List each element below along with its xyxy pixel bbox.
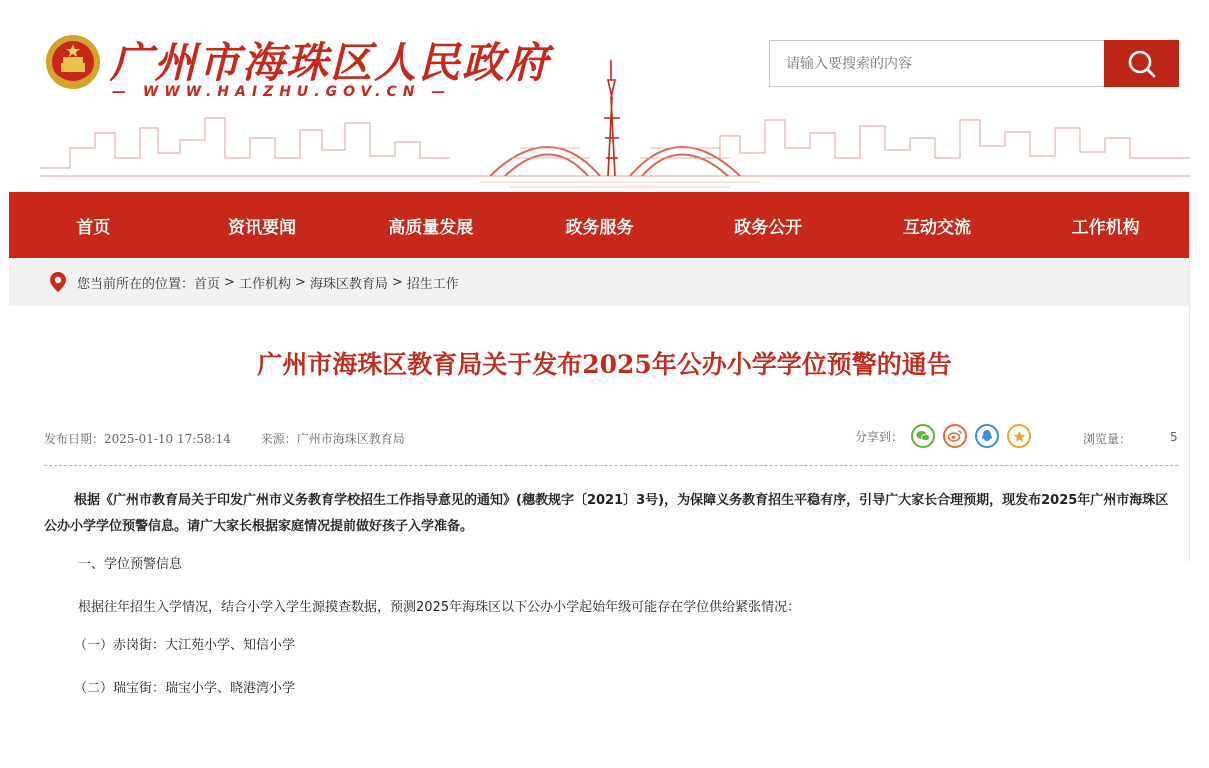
favorite-share-icon[interactable] [1007,424,1031,448]
article-section-heading: 一、学位预警信息 [78,557,183,572]
nav-item-open-affairs[interactable]: 政务公开 [734,217,803,238]
wechat-share-icon[interactable] [911,424,935,448]
breadcrumb-separator: > [391,274,403,290]
nav-item-interaction[interactable]: 互动交流 [902,217,971,238]
article-list-item-1: （一）赤岗街：大江苑小学、知信小学 [74,638,296,653]
breadcrumb-separator: > [294,274,306,290]
publish-date: 发布日期：2025-01-10 17:58:14 [44,432,231,446]
breadcrumb [9,258,1190,306]
share-bar [855,424,1031,448]
search-icon [1125,47,1159,81]
article-paragraph-2: 根据往年招生入学情况，结合小学入学生源摸查数据，预测2025年海珠区以下公办小学起始年级可能存在学位供给紧张情况： [78,600,801,615]
qq-share-icon[interactable] [975,424,999,448]
article-source: 来源：广州市海珠区教育局 [260,432,405,446]
share-label: 分享到： [855,429,904,444]
site-title[interactable]: 广州市海珠区人民政府 [110,38,551,87]
main-nav [9,192,1190,258]
breadcrumb-link-education-bureau[interactable]: 海珠区教育局 [309,276,388,292]
nav-item-agencies[interactable]: 工作机构 [1071,217,1140,238]
article-paragraph-1: 根据《广州市教育局关于印发广州市义务教育学校招生工作指导意见的通知》(穗教规字〔2021〕3号)，为保障义务教育招生平稳有序，引导广大家长合理预期，现发布2025年广州市海珠区公办小学学位预警信息。请广大家长根据家庭情况提前做好孩子入学准备。 [44,493,1169,534]
nav-item-services[interactable]: 政务服务 [565,217,634,238]
article-list-item-2: （二）瑞宝街：瑞宝小学、晓港湾小学 [74,681,296,696]
article-meta [44,430,431,447]
article-title: 广州市海珠区教育局关于发布2025年公办小学学位预警的通告 [257,350,952,379]
breadcrumb-link-home[interactable]: 首页 [194,276,221,292]
search-input[interactable] [769,40,1105,87]
breadcrumb-prefix: 您当前所在的位置： [77,276,195,292]
nav-item-development[interactable]: 高质量发展 [388,217,474,238]
views-label: 浏览量： [1083,432,1132,446]
national-emblem-icon [44,33,102,91]
site-url: — WWW.HAIZHU.GOV.CN — [112,84,452,100]
breadcrumb-link-enrollment[interactable]: 招生工作 [406,276,459,292]
meta-divider [44,465,1178,466]
nav-item-home[interactable]: 首页 [76,217,111,238]
location-pin-icon [49,271,67,293]
site-header [0,0,1209,192]
search-button[interactable] [1104,40,1179,87]
views-count: 5 [1170,430,1178,444]
breadcrumb-link-agencies[interactable]: 工作机构 [238,276,291,292]
breadcrumb-separator: > [224,274,235,290]
weibo-share-icon[interactable] [943,424,967,448]
nav-item-news[interactable]: 资讯要闻 [228,217,297,238]
